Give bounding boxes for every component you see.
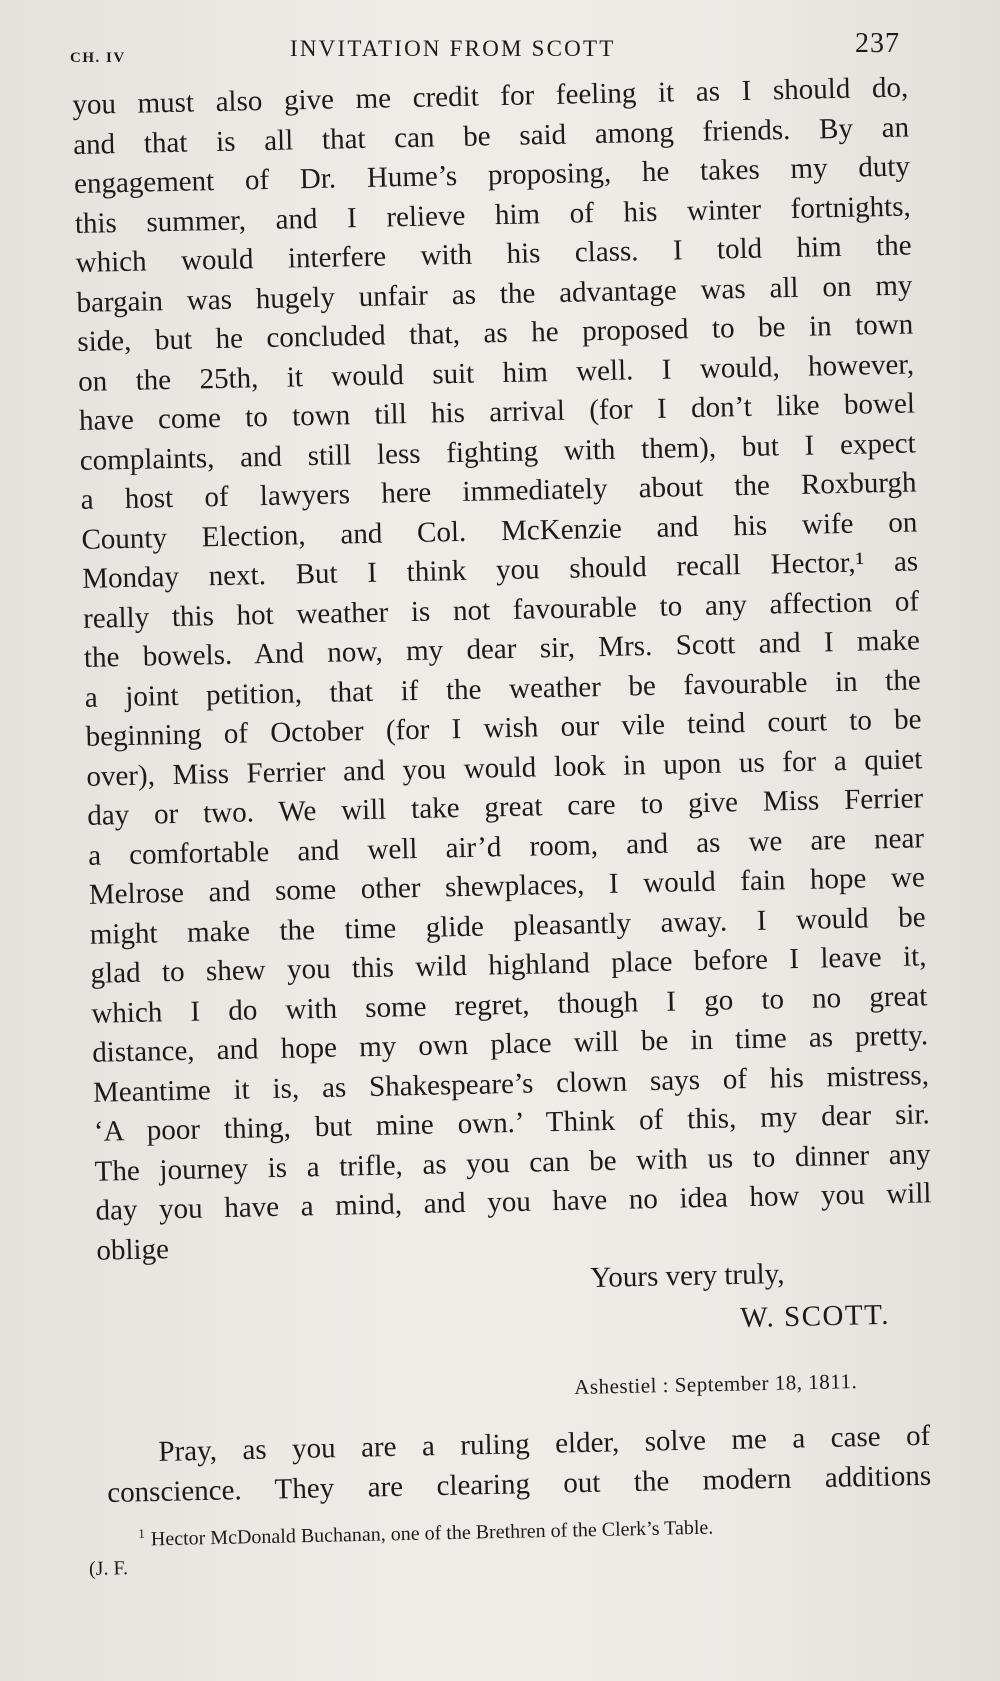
body-line: Monday next. But I think you should recall Hector,¹ as [81,545,919,595]
body-line: a joint petition, that if the weather be favourable in the [84,663,921,714]
body-line: this summer, and I relieve him of his winter fortnights, [74,189,912,240]
letter-body [72,68,933,1270]
body-line: on the 25th, it would suit him well. I would, however, [77,347,915,398]
postscript-line: conscience. They are clearing out the modern additions [106,1459,932,1509]
footnote-text: Hector McDonald Buchanan, one of the Brethren of the Clerk’s Table. [150,1516,714,1551]
footnote [88,1503,929,1582]
body-line: a comfortable and well air’d room, and as we are near [87,821,925,872]
body-line: oblige [96,1232,170,1267]
body-line: complaints, and still less fighting with them), but I expect [79,426,916,477]
body-line: Melrose and some other shewplaces, I would fain hope we [88,861,926,911]
body-line: The journey is a trifle, as you can be with us to dinner any [94,1137,931,1188]
page-number: 237 [855,28,900,59]
body-line: beginning of October (for I wish our vile teind court to be [85,703,922,753]
body-line: engagement of Dr. Hume’s proposing, he takes my duty [73,150,911,200]
body-line: County Election, and Col. McKenzie and his wife on [81,505,918,556]
body-line: which I do with some regret, though I go to no great [91,979,928,1030]
postscript-line: Pray, as you are a ruling elder, solve me a case of [158,1419,931,1468]
body-line: really this hot weather is not favourable to any affection of [82,584,920,635]
body-line: side, but he concluded that, as he proposed to be in town [77,308,914,358]
body-line: which would interfere with his class. I told him the [75,229,912,279]
body-line: and that is all that can be said among friends. By an [72,110,910,161]
footnote-line: (J. F. [88,1556,129,1580]
letter-signoff: Yours very truly, [590,1257,785,1294]
letter-dateline: Ashestiel : September 18, 1811. [574,1369,858,1399]
body-line: glad to shew you this wild highland place before I leave it, [90,940,927,990]
body-line: bargain was hugely unfair as the advantage was all on my [76,268,913,319]
body-line: Meantime it is, as Shakespeare’s clown says of his mistress, [92,1058,930,1109]
footnote-marker: 1 [138,1525,145,1541]
body-line: distance, and hope my own place will be in time as pretty. [91,1019,929,1069]
letter-signature: W. SCOTT. [740,1298,891,1334]
body-line: might make the time glide pleasantly away. I would be [89,900,926,951]
body-line: the bowels. And now, my dear sir, Mrs. Scott and I make [83,624,921,674]
running-title: INVITATION FROM SCOTT [290,36,616,61]
body-line: a host of lawyers here immediately about the Roxburgh [80,466,917,516]
body-line: have come to town till his arrival (for I don’t like bowel [78,387,916,437]
body-line: ‘A poor thing, but mine own.’ Think of this, my dear sir. [93,1098,931,1148]
body-line: day you have a mind, and you have no idea how you will [95,1177,932,1227]
body-line: over), Miss Ferrier and you would look in upon us for a quiet [86,742,923,793]
running-header [70,28,900,68]
body-line: you must also give me credit for feeling it as I should do, [72,71,909,121]
body-line: day or two. We will take great care to give Miss Ferrier [86,782,924,832]
postscript [106,1416,931,1513]
chapter-label: CH. IV [70,50,126,66]
